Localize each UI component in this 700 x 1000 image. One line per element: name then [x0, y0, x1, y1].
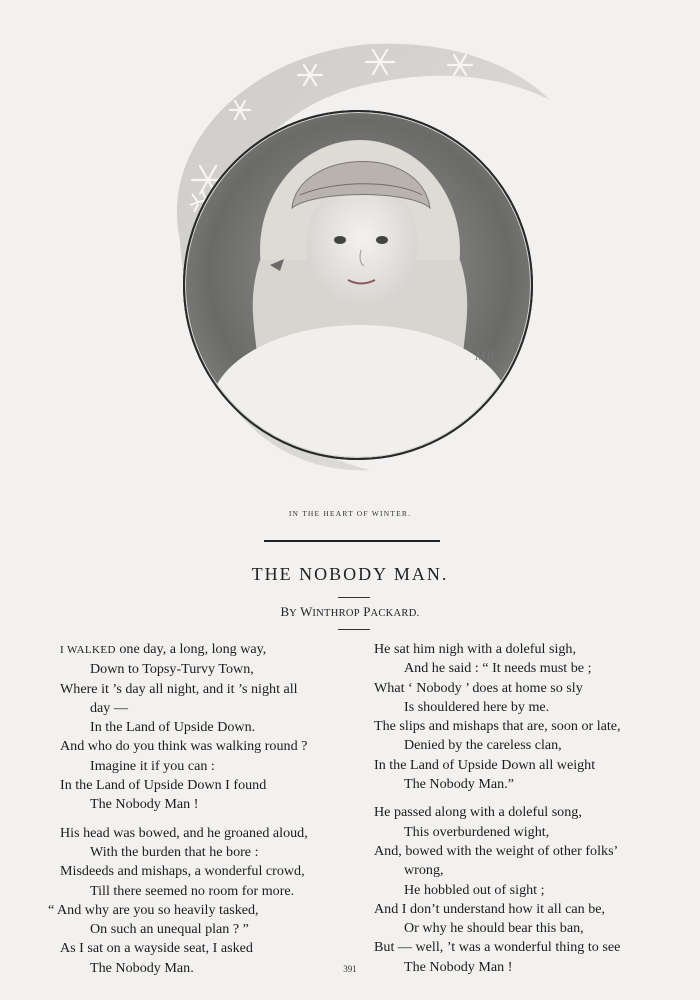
poem-stanza	[374, 640, 674, 794]
poem-line: Where it ’s day all night, and it ’s night all	[60, 680, 298, 697]
poem-line: And I don’t understand how it all can be,	[374, 900, 606, 917]
title-rule-top	[264, 540, 440, 542]
poem-line: Till there seemed no room for more.	[90, 882, 295, 899]
poem-line: In the Land of Upside Down all weight	[374, 756, 596, 773]
poem-line: As I sat on a wayside seat, I asked	[60, 940, 253, 957]
poem-line: He sat him nigh with a doleful sigh,	[374, 641, 576, 657]
title-rule-short	[338, 597, 370, 598]
poem-column-right	[374, 640, 674, 986]
illustration-caption: IN THE HEART OF WINTER.	[288, 509, 412, 518]
poem-line: The slips and mishaps that are, soon or late,	[374, 718, 621, 735]
poem-line: In the Land of Upside Down I found	[60, 777, 267, 794]
poem-opening-words: I WALKED	[60, 644, 116, 656]
poem-line: Is shouldered here by me.	[404, 698, 550, 715]
poem-line: Denied by the careless clan,	[404, 737, 562, 754]
poem-line: Or why he should bear this ban,	[404, 920, 584, 937]
poem-line: But — well, ’t was a wonderful thing to see	[374, 939, 621, 956]
poem-byline: BY WINTHROP PACKARD.	[280, 604, 420, 619]
poem-line: And, bowed with the weight of other folks’	[374, 842, 619, 859]
poem-line: This overburdened wight,	[404, 823, 550, 840]
poem-stanza	[374, 803, 674, 977]
poem-line: day —	[90, 699, 128, 716]
poem-title: THE NOBODY MAN.	[251, 564, 449, 584]
poem-stanza	[60, 640, 360, 815]
poem-line: wrong,	[404, 862, 444, 879]
poem-column-left	[48, 640, 360, 987]
page-number: 391	[343, 964, 357, 974]
poem-line: And he said : “ It needs must be ;	[404, 660, 592, 677]
poem-line: The Nobody Man !	[404, 958, 513, 975]
poem-line: The Nobody Man.”	[404, 776, 514, 793]
poem-line: What ‘ Nobody ’ does at home so sly	[374, 679, 583, 696]
byline-rule	[338, 629, 370, 630]
poem-line: “ And why are you so heavily tasked,	[48, 901, 259, 918]
poem-line: His head was bowed, and he groaned aloud,	[60, 824, 308, 841]
winter-portrait-illustration	[120, 30, 560, 480]
poem-stanza	[48, 824, 360, 978]
poem-line: The Nobody Man.	[90, 959, 194, 976]
poem-line: Misdeeds and mishaps, a wonderful crowd,	[60, 863, 305, 880]
poem-line: He hobbled out of sight ;	[404, 881, 545, 898]
poem-line: In the Land of Upside Down.	[90, 719, 256, 736]
poem-line: On such an unequal plan ? ”	[90, 921, 249, 938]
poem-line: And who do you think was walking round ?	[60, 738, 308, 755]
poem-line: Imagine it if you can :	[90, 757, 215, 774]
poem-line: I WALKED one day, a long, long way,	[60, 641, 267, 657]
poem-line: With the burden that he bore :	[90, 843, 259, 860]
poem-line: He passed along with a doleful song,	[374, 804, 582, 821]
poem-line: The Nobody Man !	[90, 796, 199, 813]
poem-line: Down to Topsy-Turvy Town,	[90, 661, 254, 678]
artist-monogram: MB	[475, 348, 494, 363]
